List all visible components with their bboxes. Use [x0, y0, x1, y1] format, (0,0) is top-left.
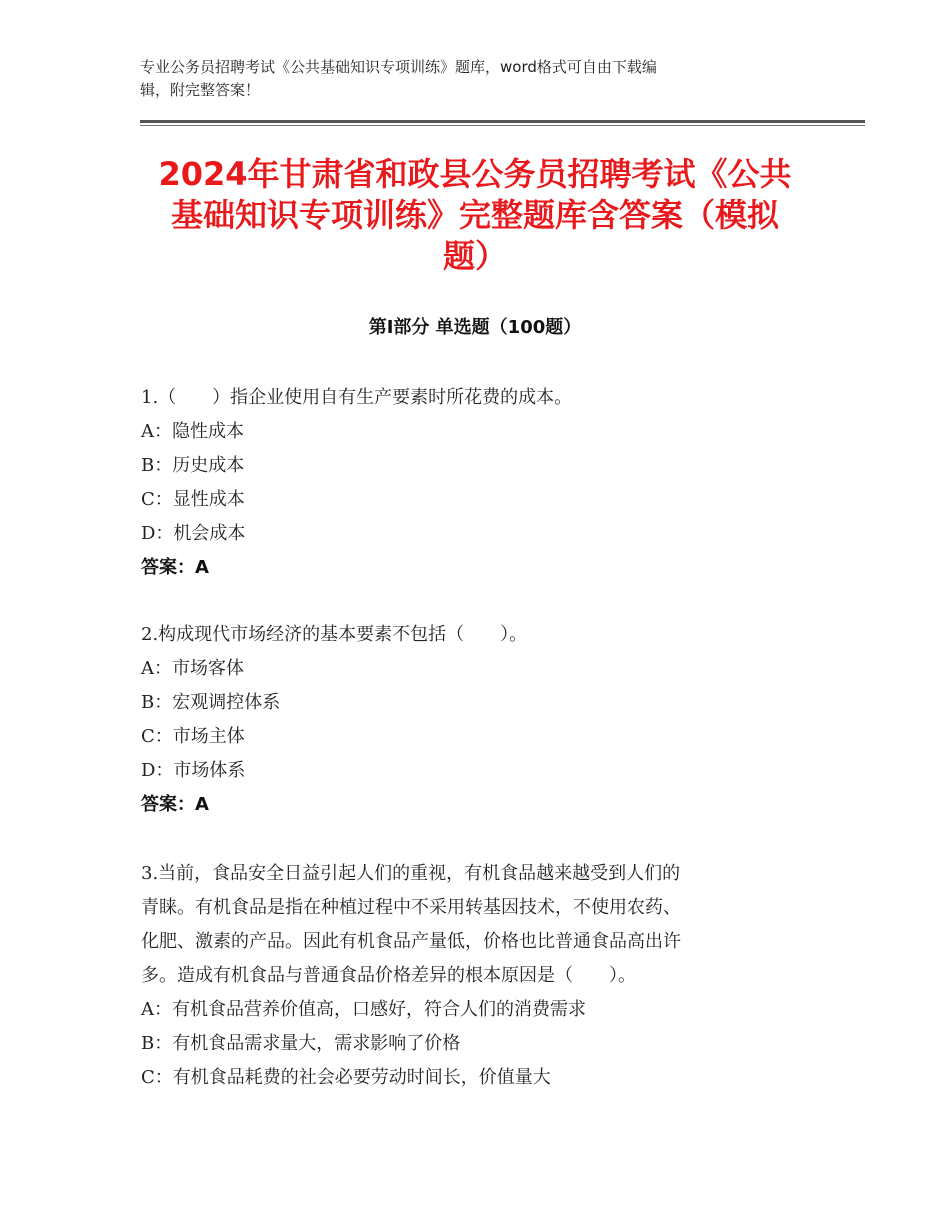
option-d: D：机会成本	[141, 523, 246, 544]
title-line-2: 基础知识专项训练》完整题库含答案（模拟	[170, 196, 779, 234]
question-1	[141, 381, 821, 585]
question-2	[141, 618, 821, 822]
question-stem-line-1: 3.当前，食品安全日益引起人们的重视，有机食品越来越受到人们的	[141, 863, 681, 884]
title-line-1: 2024年甘肃省和政县公务员招聘考试《公共	[158, 155, 792, 193]
header-rule-thin	[140, 125, 865, 126]
option-b: B：宏观调控体系	[141, 692, 281, 713]
option-c: C：市场主体	[141, 726, 245, 747]
section-title: 第Ⅰ部分 单选题（100题）	[368, 317, 582, 338]
question-stem-line-4: 多。造成有机食品与普通食品价格差异的根本原因是（ ）。	[141, 965, 636, 986]
option-b: B：有机食品需求量大，需求影响了价格	[141, 1033, 461, 1054]
document-title	[140, 154, 810, 277]
option-c: C：有机食品耗费的社会必要劳动时间长，价值量大	[141, 1067, 551, 1088]
option-d: D：市场体系	[141, 760, 246, 781]
option-a: A：隐性成本	[141, 421, 244, 442]
header-rule-thick	[140, 120, 865, 123]
question-stem: 1.（ ）指企业使用自有生产要素时所花费的成本。	[141, 387, 573, 408]
question-stem-line-3: 化肥、激素的产品。因此有机食品产量低，价格也比普通食品高出许	[141, 931, 681, 952]
title-line-3: 题）	[442, 237, 507, 275]
question-stem: 2.构成现代市场经济的基本要素不包括（ ）。	[141, 624, 528, 645]
question-3	[141, 857, 821, 1095]
option-a: A：市场客体	[141, 658, 244, 679]
option-c: C：显性成本	[141, 489, 245, 510]
header-note-line-2: 辑，附完整答案！	[140, 81, 261, 99]
option-a: A：有机食品营养价值高，口感好，符合人们的消费需求	[141, 999, 586, 1020]
question-stem-line-2: 青睐。有机食品是指在种植过程中不采用转基因技术，不使用农药、	[141, 897, 681, 918]
answer-label: 答案：A	[141, 794, 209, 815]
answer-label: 答案：A	[141, 557, 209, 578]
option-b: B：历史成本	[141, 455, 245, 476]
header-note	[140, 56, 790, 102]
header-note-line-1: 专业公务员招聘考试《公共基础知识专项训练》题库，word格式可自由下载编	[140, 58, 657, 76]
